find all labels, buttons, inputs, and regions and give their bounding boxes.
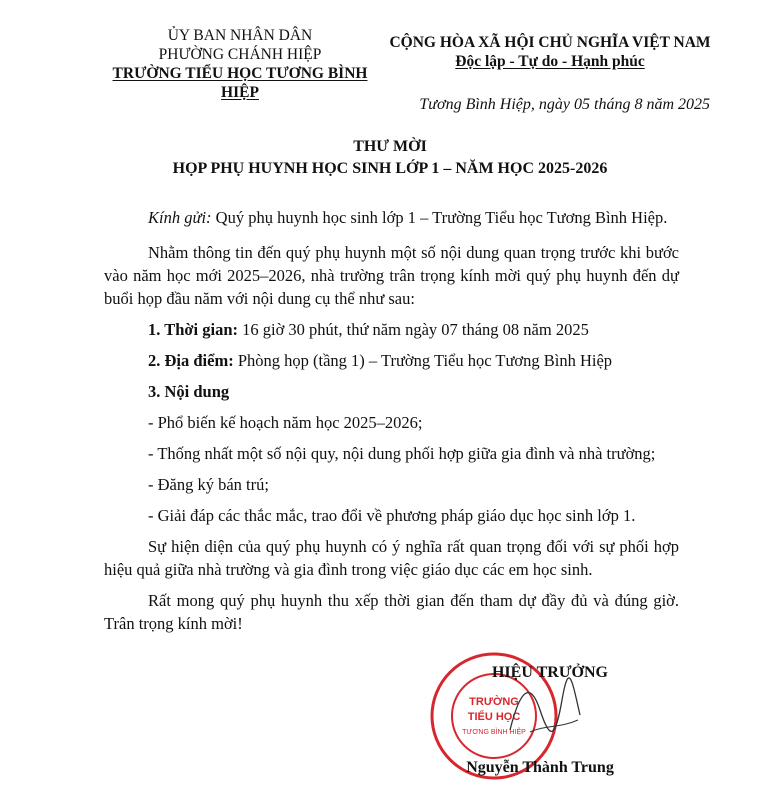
time-value: 16 giờ 30 phút, thứ năm ngày 07 tháng 08 năm 2025	[238, 320, 589, 339]
title-line-1: THƯ MỜI	[353, 138, 427, 155]
closing-paragraph-2: Rất mong quý phụ huynh thu xếp thời gian đến tham dự đầy đủ và đúng giờ. Trân trọng kính mời!	[104, 591, 679, 633]
recipient-text: Quý phụ huynh học sinh lớp 1 – Trường Tiểu học Tương Bình Hiệp.	[211, 208, 668, 227]
intro-paragraph: Nhằm thông tin đến quý phụ huynh một số nội dung quan trọng trước khi bước vào năm học mới 2025–2026, nhà trường trân trọng kính mời quý phụ huynh đến dự buổi họp đầu năm với nội dung cụ thể như sau:	[104, 243, 679, 308]
document-title	[100, 136, 680, 180]
title-line-2: HỌP PHỤ HUYNH HỌC SINH LỚP 1 – NĂM HỌC 2025-2026	[172, 160, 608, 177]
content-item: - Giải đáp các thắc mắc, trao đổi về phương pháp giáo dục học sinh lớp 1.	[148, 506, 636, 525]
place-value: Phòng họp (tầng 1) – Trường Tiểu học Tương Bình Hiệp	[233, 351, 613, 370]
nation-line-1: CỘNG HÒA XÃ HỘI CHỦ NGHĨA VIỆT NAM	[389, 34, 711, 51]
place-item	[104, 349, 679, 372]
place-label: 2. Địa điểm:	[148, 351, 234, 370]
signer-name: Nguyễn Thành Trung	[466, 759, 614, 776]
content-item: - Đăng ký bán trú;	[148, 475, 269, 494]
content-item: - Thống nhất một số nội quy, nội dung phối hợp giữa gia đình và nhà trường;	[148, 444, 656, 463]
time-label: 1. Thời gian:	[148, 320, 238, 339]
signer-title: HIỆU TRƯỞNG	[491, 664, 608, 681]
national-motto	[380, 33, 720, 71]
org-line-2: PHƯỜNG CHÁNH HIỆP	[158, 46, 322, 63]
time-item	[104, 318, 679, 341]
closing-paragraph-1: Sự hiện diện của quý phụ huynh có ý nghĩa rất quan trọng đối với sự phối hợp hiệu quả giữa nhà trường và gia đình trong việc giáo dục các em học sinh.	[104, 537, 679, 579]
nation-line-2: Độc lập - Tự do - Hạnh phúc	[455, 53, 645, 70]
content-heading: 3. Nội dung	[148, 382, 230, 401]
content-item: - Phổ biến kế hoạch năm học 2025–2026;	[148, 413, 423, 432]
recipient-label: Kính gửi:	[148, 208, 212, 227]
letter-body	[104, 206, 679, 635]
seal-text-1: TRƯỜNG	[469, 696, 519, 708]
issuing-organization	[100, 26, 380, 102]
seal-text-2: TIỂU HỌC	[467, 711, 521, 723]
dateline: Tương Bình Hiệp, ngày 05 tháng 8 năm 2025	[419, 96, 710, 113]
org-line-3: TRƯỜNG TIỂU HỌC TƯƠNG BÌNH HIỆP	[112, 65, 368, 101]
org-line-1: ỦY BAN NHÂN DÂN	[167, 27, 313, 44]
signature-stroke	[500, 670, 590, 750]
recipient-paragraph	[104, 206, 679, 229]
seal-text-3: TƯƠNG BÌNH HIỆP	[462, 729, 526, 736]
